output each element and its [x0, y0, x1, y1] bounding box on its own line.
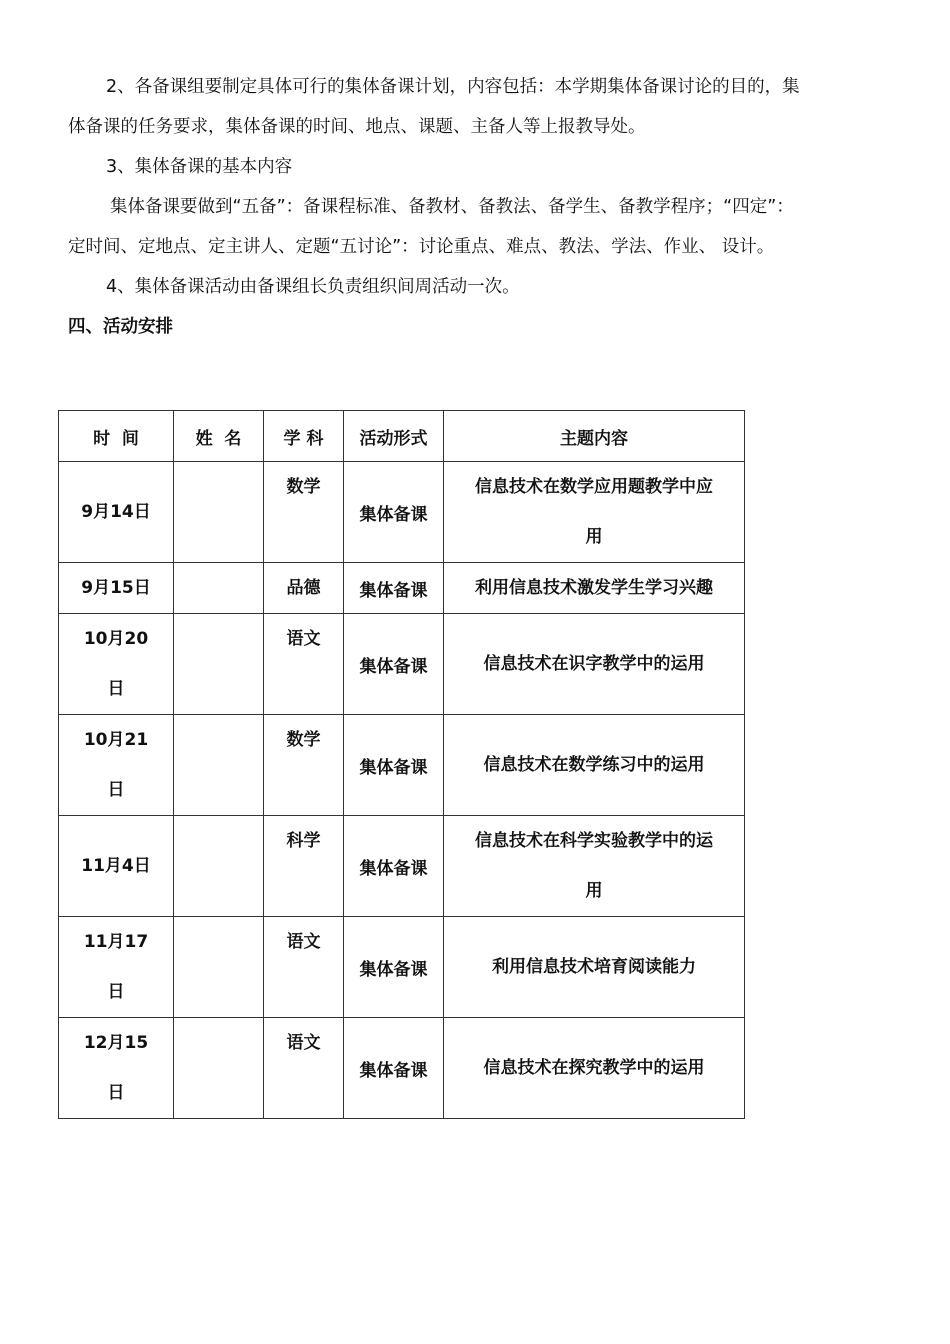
theme-line: 利用信息技术激发学生学习兴趣 [475, 578, 713, 598]
section-heading: 四、活动安排 [68, 317, 173, 337]
table-row [59, 917, 745, 1018]
cell-activity-form: 集体备课 [344, 614, 444, 715]
paragraph-3 [68, 147, 898, 187]
cell-theme [444, 816, 745, 917]
subject-text: 数学 [286, 730, 321, 750]
cell-date [59, 917, 174, 1018]
header-name: 姓 名 [174, 411, 264, 462]
date-line: 日 [107, 780, 125, 800]
cell-theme [444, 917, 745, 1018]
cell-subject [264, 614, 344, 715]
cell-theme [444, 614, 745, 715]
cell-theme [444, 715, 745, 816]
paragraph-line: 定时间、定地点、定主讲人、定题“五讨论”：讨论重点、难点、教法、学法、作业、 设计。 [68, 237, 775, 257]
date-line: 10月21 [83, 730, 149, 750]
subject-text: 科学 [286, 831, 321, 851]
header-subject: 学 科 [264, 411, 344, 462]
table-row [59, 1018, 745, 1119]
subject-text: 数学 [286, 477, 321, 497]
date-line: 9月14日 [81, 502, 151, 522]
theme-line: 信息技术在科学实验教学中的运 [475, 831, 713, 851]
cell-subject [264, 1018, 344, 1119]
activity-schedule-table [58, 410, 745, 1119]
paragraph-line: 2、各备课组要制定具体可行的集体备课计划，内容包括：本学期集体备课讨论的目的，集 [106, 77, 800, 97]
cell-date [59, 614, 174, 715]
theme-line: 用 [585, 881, 603, 901]
cell-activity-form: 集体备课 [344, 462, 444, 563]
cell-name [174, 1018, 264, 1119]
theme-line: 信息技术在探究教学中的运用 [483, 1058, 705, 1078]
cell-subject [264, 816, 344, 917]
cell-date [59, 462, 174, 563]
cell-subject [264, 563, 344, 614]
subject-text: 品德 [286, 578, 321, 598]
paragraph-line: 4、集体备课活动由备课组长负责组织间周活动一次。 [106, 277, 520, 297]
theme-line: 信息技术在数学练习中的运用 [483, 755, 705, 775]
date-line: 11月4日 [81, 856, 151, 876]
theme-line: 利用信息技术培育阅读能力 [492, 957, 696, 977]
cell-subject [264, 462, 344, 563]
header-time: 时 间 [59, 411, 174, 462]
header-theme: 主题内容 [444, 411, 745, 462]
cell-name [174, 816, 264, 917]
cell-subject [264, 715, 344, 816]
header-activity-form: 活动形式 [344, 411, 444, 462]
cell-date [59, 715, 174, 816]
cell-subject [264, 917, 344, 1018]
cell-theme [444, 563, 745, 614]
cell-name [174, 614, 264, 715]
theme-line: 信息技术在数学应用题教学中应 [475, 477, 713, 497]
subject-text: 语文 [286, 1033, 321, 1053]
paragraph-line: 3、集体备课的基本内容 [106, 157, 293, 177]
cell-name [174, 563, 264, 614]
date-line: 10月20 [83, 629, 149, 649]
table-row [59, 715, 745, 816]
cell-activity-form: 集体备课 [344, 715, 444, 816]
cell-activity-form: 集体备课 [344, 563, 444, 614]
paragraph-line: 集体备课要做到“五备”：备课程标准、备教材、备教法、备学生、备教学程序；“四定”： [110, 197, 794, 217]
date-line: 9月15日 [81, 578, 151, 598]
cell-date [59, 563, 174, 614]
date-line: 12月15 [83, 1033, 149, 1053]
theme-line: 用 [585, 527, 603, 547]
date-line: 日 [107, 1083, 125, 1103]
table-row [59, 614, 745, 715]
table-row [59, 563, 745, 614]
paragraph-line: 体备课的任务要求，集体备课的时间、地点、课题、主备人等上报教导处。 [68, 117, 646, 137]
cell-activity-form: 集体备课 [344, 917, 444, 1018]
table-header-row [59, 411, 745, 462]
subject-text: 语文 [286, 932, 321, 952]
theme-line: 信息技术在识字教学中的运用 [483, 654, 705, 674]
table-row [59, 462, 745, 563]
date-line: 日 [107, 982, 125, 1002]
paragraph-2 [68, 67, 898, 147]
paragraph-4 [68, 267, 898, 307]
cell-name [174, 715, 264, 816]
cell-activity-form: 集体备课 [344, 816, 444, 917]
cell-date [59, 816, 174, 917]
cell-theme [444, 462, 745, 563]
cell-name [174, 917, 264, 1018]
cell-activity-form: 集体备课 [344, 1018, 444, 1119]
cell-name [174, 462, 264, 563]
table-row [59, 816, 745, 917]
paragraph-3-content [68, 187, 898, 267]
subject-text: 语文 [286, 629, 321, 649]
cell-date [59, 1018, 174, 1119]
date-line: 11月17 [83, 932, 149, 952]
date-line: 日 [107, 679, 125, 699]
cell-theme [444, 1018, 745, 1119]
